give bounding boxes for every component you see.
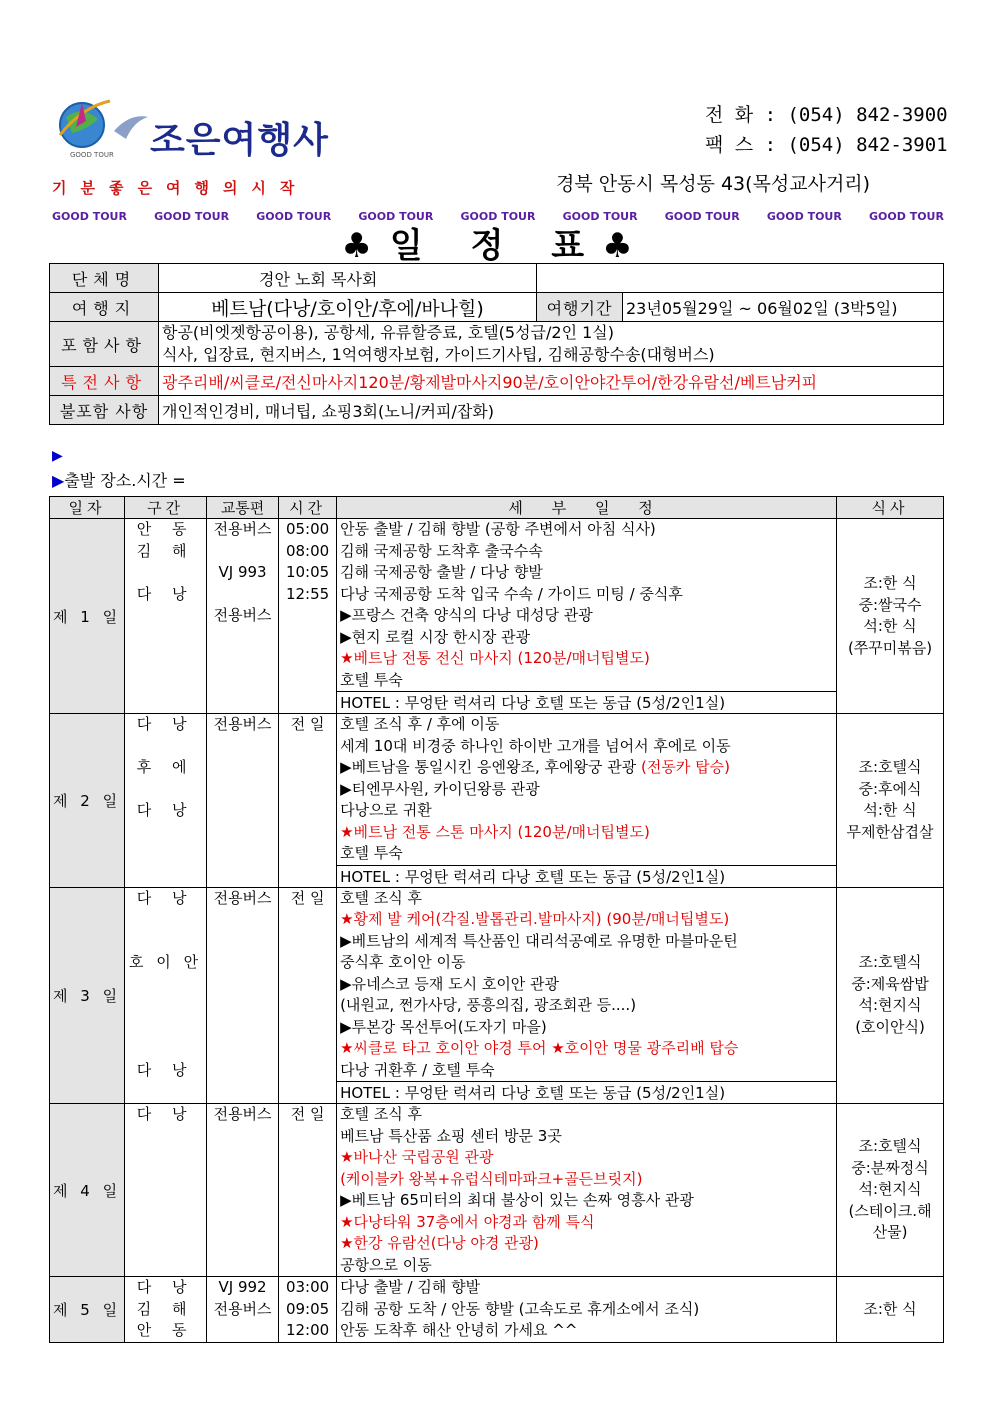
- meal: 중:후에식: [858, 779, 922, 798]
- destination-row: [50, 293, 944, 322]
- meal: 중:쌀국수: [858, 595, 922, 614]
- highlight-line: ★한강 유람선(다낭 야경 관광): [340, 1234, 539, 1252]
- goodtour-label: GOOD TOUR: [562, 210, 638, 223]
- place: 안 동: [136, 520, 195, 538]
- transport: VJ 993: [218, 563, 267, 581]
- schedule-table: [49, 496, 944, 1343]
- header-day: 일자: [50, 497, 125, 519]
- place: [128, 995, 203, 1017]
- detail-line: 다낭 국제공항 도착 입국 수속 / 가이드 미팅 / 중식후: [340, 584, 683, 603]
- goodtour-label: GOOD TOUR: [256, 210, 332, 223]
- meal-cell: [837, 1104, 944, 1277]
- day-label: 제 4 일: [50, 1104, 125, 1277]
- document-title: ♣일 정 표♣: [341, 226, 651, 266]
- place: 다 낭: [136, 1060, 195, 1079]
- time: 12:55: [285, 584, 330, 603]
- goodtour-label: GOOD TOUR: [154, 210, 230, 223]
- time: 09:05: [285, 1299, 330, 1318]
- highlight-line: ★베트남 전통 전신 마사지 (120분/매너팁별도): [340, 649, 650, 667]
- hotel-info: HOTEL : 무엉탄 럭셔리 다낭 호텔 또는 동급 (5성/2인1실): [337, 692, 837, 714]
- header-section: 구간: [125, 497, 207, 519]
- place: 다 낭: [136, 584, 195, 603]
- place: 다 낭: [136, 1278, 195, 1296]
- detail-line: ▶프랑스 건축 양식의 다낭 대성당 관광: [340, 606, 593, 624]
- transport: 전용버스: [213, 1105, 272, 1123]
- transport-cell: [207, 519, 279, 714]
- place: [128, 974, 203, 996]
- goodtour-label: GOOD TOUR: [358, 210, 434, 223]
- place: 다 낭: [136, 1105, 195, 1123]
- arrow-icon: ▶: [52, 448, 63, 464]
- meal: (호이안식): [855, 1017, 925, 1036]
- meal: 중:분짜정식: [851, 1158, 929, 1177]
- globe-logo-icon: [52, 95, 152, 161]
- meal: 조:호텔식: [858, 758, 922, 777]
- place: [128, 931, 203, 953]
- meal: 산물): [872, 1223, 908, 1242]
- transport-cell: [207, 1277, 279, 1343]
- transport: 전용버스: [213, 520, 272, 538]
- meal: 석:현지식: [858, 996, 922, 1015]
- departure-info: [52, 468, 186, 491]
- detail-line: ▶현지 로컬 시장 한시장 관광: [340, 627, 531, 646]
- phone-number: 전 화 : (054) 842-3900: [705, 104, 948, 126]
- meal: 석:한 식: [863, 801, 917, 820]
- time: 08:00: [285, 541, 330, 560]
- goodtour-label: GOOD TOUR: [460, 210, 536, 223]
- special-label: 특전사항: [50, 367, 159, 396]
- highlight-line: ★황제 발 케어(각질.발톱관리.발마사지) (90분/매너팁별도): [340, 910, 730, 928]
- excluded-label: 불포함 사항: [50, 396, 159, 425]
- group-label: 단체명: [50, 264, 159, 293]
- time-cell: [279, 519, 337, 714]
- goodtour-label: GOOD TOUR: [869, 210, 944, 223]
- detail-line: 중식후 호이안 이동: [340, 953, 466, 971]
- detail-line: 베트남 특산품 쇼핑 센터 방문 3곳: [340, 1126, 562, 1145]
- detail-line: 세계 10대 비경중 하나인 하이반 고개를 넘어서 후에로 이동: [340, 736, 731, 755]
- detail-line: 다낭 귀환후 / 호텔 투숙: [340, 1060, 495, 1079]
- header-meal: 식사: [837, 497, 944, 519]
- excluded-row: [50, 396, 944, 425]
- period-label: 여행기간: [537, 293, 623, 322]
- section-cell: [125, 714, 207, 888]
- transport: 전용버스: [213, 715, 272, 733]
- place: 다 낭: [136, 888, 195, 907]
- highlight-line: ★다낭타워 37층에서 야경과 함께 특식: [340, 1212, 595, 1231]
- detail-line: (내원교, 쩐가사당, 풍흥의집, 광조회관 등....): [340, 996, 637, 1014]
- detail-cell: [337, 887, 837, 1082]
- time: 03:00: [285, 1278, 330, 1296]
- day-label: 제 1 일: [50, 519, 125, 714]
- destination-label: 여행지: [50, 293, 159, 322]
- meal: 조:한 식: [863, 574, 917, 592]
- transport-cell: [207, 714, 279, 888]
- slogan: 기분좋은여행의시작: [52, 179, 309, 197]
- time: 전 일: [290, 715, 325, 733]
- fax-number: 팩 스 : (054) 842-3901: [705, 134, 948, 156]
- meal: 무제한삼겹살: [846, 822, 934, 841]
- special-row: [50, 367, 944, 396]
- place: 후 에: [136, 758, 195, 776]
- meal-cell: [837, 887, 944, 1104]
- detail-cell: [337, 714, 837, 866]
- detail-line: 다낭 출발 / 김해 향발: [340, 1278, 481, 1296]
- transport: 전용버스: [213, 888, 272, 907]
- day-label: 제 2 일: [50, 714, 125, 888]
- departure-label: 출발 장소.시간 =: [64, 471, 186, 490]
- included-line: 항공(비엣젯항공이용), 공항세, 유류할증료, 호텔(5성급/2인 1실): [162, 323, 614, 342]
- meal: 중:제육쌈밥: [851, 974, 929, 993]
- meal: 조:호텔식: [858, 953, 922, 972]
- time-cell: [279, 714, 337, 888]
- destination-value: 베트남(다낭/호이안/후에/바나힐): [159, 293, 537, 322]
- detail-cell: [337, 1277, 837, 1343]
- header-time: 시간: [279, 497, 337, 519]
- detail-line: 호텔 투숙: [340, 670, 403, 689]
- section-cell: [125, 1104, 207, 1277]
- transport: 전용버스: [213, 606, 272, 624]
- detail-line: ▶베트남의 세계적 특산품인 대리석공예로 유명한 마블마운틴: [340, 931, 738, 950]
- meal-cell: [837, 519, 944, 714]
- highlight-line: ★바나산 국립공원 관광: [340, 1148, 494, 1166]
- place: 김 해: [136, 541, 195, 560]
- goodtour-label: GOOD TOUR: [664, 210, 740, 223]
- detail-line: 안동 도착후 해산 안녕히 가세요 ^^: [340, 1321, 578, 1339]
- transport: [210, 584, 275, 606]
- empty-cell: [537, 264, 944, 293]
- transport-cell: [207, 887, 279, 1104]
- detail-line: 안동 출발 / 김해 향발 (공항 주변에서 아침 식사): [340, 520, 656, 538]
- meal: 석:현지식: [858, 1180, 922, 1199]
- detail-line: 김해 국제공항 출발 / 다낭 향발: [340, 563, 543, 581]
- header-transport: 교통편: [207, 497, 279, 519]
- meal-cell: [837, 1277, 944, 1343]
- place: [128, 779, 203, 801]
- goodtour-label: GOOD TOUR: [766, 210, 842, 223]
- place: 다 낭: [136, 715, 195, 733]
- highlight-text: (전동카 탑승): [641, 758, 730, 776]
- detail-line: ▶티엔무사원, 카이딘왕릉 관광: [340, 779, 540, 798]
- meal: (쭈꾸미볶음): [847, 638, 933, 657]
- place: 김 해: [136, 1299, 195, 1318]
- highlight-line: ★씨클로 타고 호이안 야경 투어 ★호이안 명물 광주리배 탑승: [340, 1039, 739, 1057]
- address: 경북 안동시 목성동 43(목성교사거리): [556, 173, 871, 195]
- svg-text:GOOD TOUR: GOOD TOUR: [70, 151, 114, 159]
- place: [128, 1017, 203, 1039]
- detail-cell: [337, 519, 837, 692]
- group-row: [50, 264, 944, 293]
- place: 호 이 안: [129, 953, 203, 971]
- time: 전 일: [290, 1105, 325, 1123]
- meal: 조:호텔식: [858, 1137, 922, 1156]
- place: 다 낭: [136, 801, 195, 819]
- highlight-line: (케이블카 왕복+유럽식테마파크+골든브릿지): [340, 1169, 643, 1188]
- transport: [210, 1320, 275, 1342]
- header-detail: 세 부 일 정: [337, 497, 837, 519]
- schedule-header-row: [50, 497, 944, 519]
- day-label: 제 3 일: [50, 887, 125, 1104]
- highlight-line: ★베트남 전통 스톤 마사지 (120분/매너팁별도): [340, 822, 650, 841]
- detail-line: 김해 국제공항 도착후 출국수속: [340, 541, 543, 560]
- section-cell: [125, 519, 207, 714]
- detail-text: ▶베트남을 통일시킨 응엔왕조, 후에왕궁 관광: [340, 758, 642, 776]
- included-line: 식사, 입장료, 현지버스, 1억여행자보험, 가이드기사팁, 김해공항수송(대형버스): [162, 345, 715, 364]
- time-cell: [279, 1277, 337, 1343]
- meal: (스테이크.해: [848, 1201, 932, 1220]
- detail-line: 호텔 투숙: [340, 844, 403, 862]
- transport: 전용버스: [213, 1299, 272, 1318]
- detail-line: 다낭으로 귀환: [340, 801, 432, 819]
- goodtour-label: GOOD TOUR: [52, 210, 127, 223]
- excluded-value: 개인적인경비, 매너팁, 쇼핑3회(노니/커피/잡화): [159, 396, 944, 425]
- detail-cell: [337, 1104, 837, 1277]
- time: 05:00: [285, 520, 330, 538]
- detail-line: 공항으로 이동: [340, 1255, 432, 1274]
- place: [128, 909, 203, 931]
- included-row: [50, 322, 944, 367]
- included-value: [159, 322, 944, 367]
- day-label: 제 5 일: [50, 1277, 125, 1343]
- time-cell: [279, 1104, 337, 1277]
- day-row: [50, 1104, 944, 1277]
- detail-line: ▶베트남 65미터의 최대 불상이 있는 손짜 영흥사 관광: [340, 1191, 694, 1209]
- trip-info-table: [49, 263, 944, 425]
- hotel-info: HOTEL : 무엉탄 럭셔리 다낭 호텔 또는 동급 (5성/2인1실): [337, 865, 837, 887]
- section-cell: [125, 1277, 207, 1343]
- time: 전 일: [290, 888, 325, 907]
- detail-line: ▶투본강 목선투어(도자기 마을): [340, 1017, 547, 1036]
- brand-name: 조은여행사: [150, 120, 329, 161]
- time-cell: [279, 887, 337, 1104]
- time: 10:05: [285, 563, 330, 581]
- place: [128, 736, 203, 758]
- day-row: [50, 887, 944, 1082]
- place: [128, 562, 203, 584]
- detail-line: 호텔 조식 후: [340, 888, 423, 907]
- detail-line: 김해 공항 도착 / 안동 향발 (고속도로 휴게소에서 조식): [340, 1299, 700, 1318]
- transport: [210, 541, 275, 563]
- arrow-icon: ▶: [52, 471, 65, 490]
- included-label: 포함사항: [50, 322, 159, 367]
- section-cell: [125, 887, 207, 1104]
- day-row: [50, 714, 944, 866]
- detail-line: 호텔 조식 후: [340, 1105, 423, 1123]
- place: [128, 1038, 203, 1060]
- detail-line: ▶유네스코 등재 도시 호이안 관광: [340, 974, 560, 993]
- group-value: 경안 노회 목사회: [159, 264, 537, 293]
- meal: 조:한 식: [863, 1299, 917, 1318]
- meal-cell: [837, 714, 944, 888]
- time: 12:00: [285, 1321, 330, 1339]
- transport-cell: [207, 1104, 279, 1277]
- detail-line: 호텔 조식 후 / 후에 이동: [340, 715, 500, 733]
- place: 안 동: [136, 1321, 195, 1339]
- day-row: [50, 1277, 944, 1343]
- meal: 석:한 식: [863, 617, 917, 635]
- transport: VJ 992: [218, 1278, 267, 1296]
- special-value: 광주리배/씨클로/전신마사지120분/황제발마사지90분/호이안야간투어/한강유람선/베트남커피: [159, 367, 944, 396]
- day-row: [50, 519, 944, 692]
- period-value: 23년05월29일 ~ 06월02일 (3박5일): [623, 293, 944, 322]
- detail-line: [340, 757, 833, 779]
- hotel-info: HOTEL : 무엉탄 럭셔리 다낭 호텔 또는 동급 (5성/2인1실): [337, 1082, 837, 1104]
